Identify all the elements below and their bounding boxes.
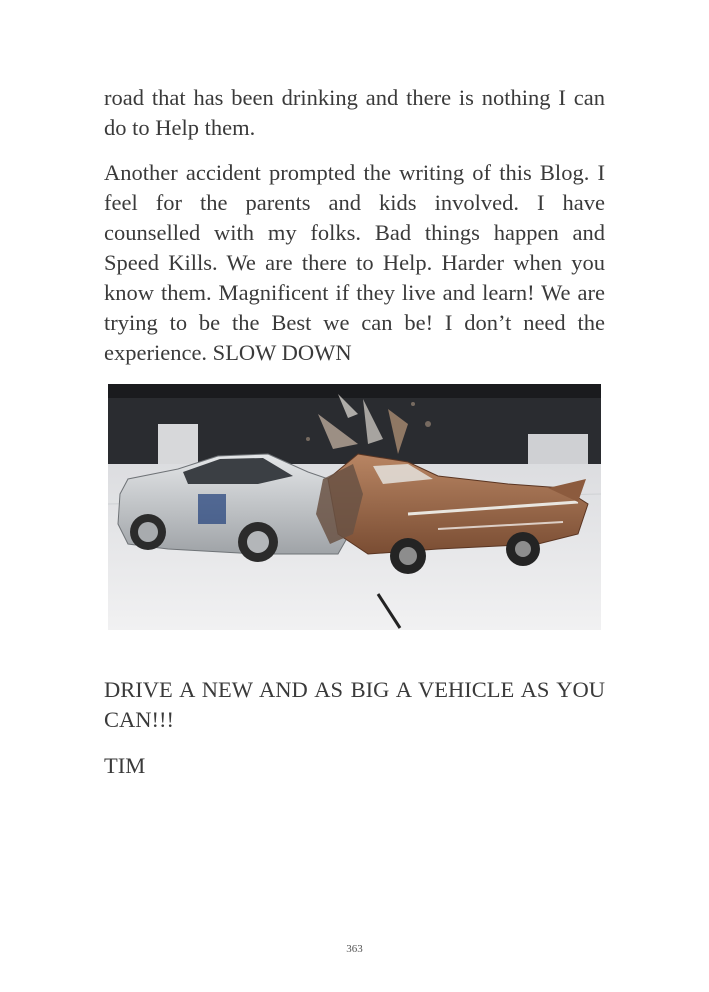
signature: TIM bbox=[104, 753, 146, 778]
paragraph-blog-reason: Another accident prompted the writing of this Blog. I feel for the parents and kids involved. I have counselled with my folks. Bad things happen and Speed Kills. We are there to Help. Harder when you know them. Magnificent if they live and learn! We are trying to be the Best we can be! I don’t need the experience. SLOW DOWN bbox=[104, 160, 605, 365]
paragraph-intro: road that has been drinking and there is nothing I can do to Help them. bbox=[104, 85, 605, 140]
crash-test-photo bbox=[108, 384, 601, 630]
paragraph-drive-big: DRIVE A NEW AND AS BIG A VEHICLE AS YOU CAN!!! bbox=[104, 677, 605, 732]
page-number: 363 bbox=[346, 943, 363, 955]
